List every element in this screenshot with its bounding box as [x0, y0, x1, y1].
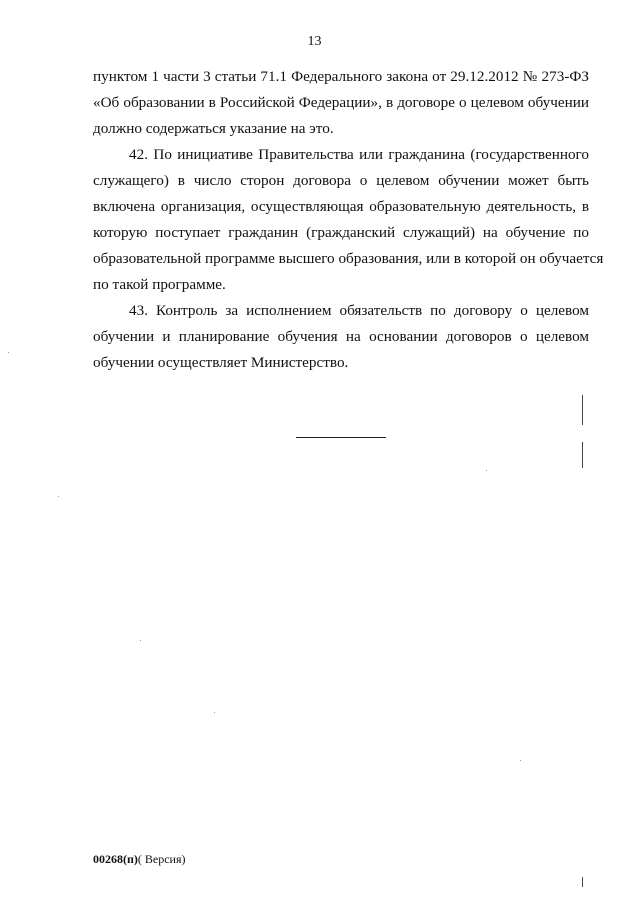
scan-mark-right-3	[582, 877, 583, 887]
p42-line-1: 42. По инициативе Правительства или гражданина (государственного	[129, 146, 589, 163]
scan-dot-6	[140, 640, 141, 641]
footer-document-code	[93, 852, 186, 867]
p43-line-2: обучении и планирование обучения на основании договоров о целевом	[93, 328, 589, 345]
footer-code-normal: ( Версия)	[137, 852, 186, 866]
end-of-text-rule	[296, 437, 386, 438]
scan-dot-5	[58, 496, 59, 497]
p42-line-5: образовательной программе высшего образования, или в которой он обучается	[93, 250, 604, 267]
scan-dot-1	[8, 352, 9, 353]
p41-line-3: должно содержаться указание на это.	[93, 120, 334, 137]
p42-line-3: включена организация, осуществляющая образовательную деятельность, в	[93, 198, 589, 215]
p41-line-1: пунктом 1 части 3 статьи 71.1 Федерального закона от 29.12.2012 № 273-ФЗ	[93, 68, 589, 85]
scan-mark-right-1	[582, 395, 583, 425]
scan-dot-3	[214, 712, 215, 713]
p42-line-2: служащего) в число сторон договора о целевом обучении может быть	[93, 172, 589, 189]
p42-line-4: которую поступает гражданин (гражданский служащий) на обучение по	[93, 224, 589, 241]
scan-mark-right-2	[582, 442, 583, 468]
p42-line-6: по такой программе.	[93, 276, 226, 293]
p41-line-2: «Об образовании в Российской Федерации», в договоре о целевом обучении	[93, 94, 589, 111]
p43-line-3: обучении осуществляет Министерство.	[93, 354, 349, 371]
scan-dot-4	[520, 760, 521, 761]
document-body	[93, 64, 604, 376]
scan-dot-2	[486, 470, 487, 471]
page-number: 13	[307, 34, 322, 49]
p43-line-1: 43. Контроль за исполнением обязательств по договору о целевом	[129, 302, 589, 319]
footer-code-bold: 00268(п)	[93, 852, 138, 866]
